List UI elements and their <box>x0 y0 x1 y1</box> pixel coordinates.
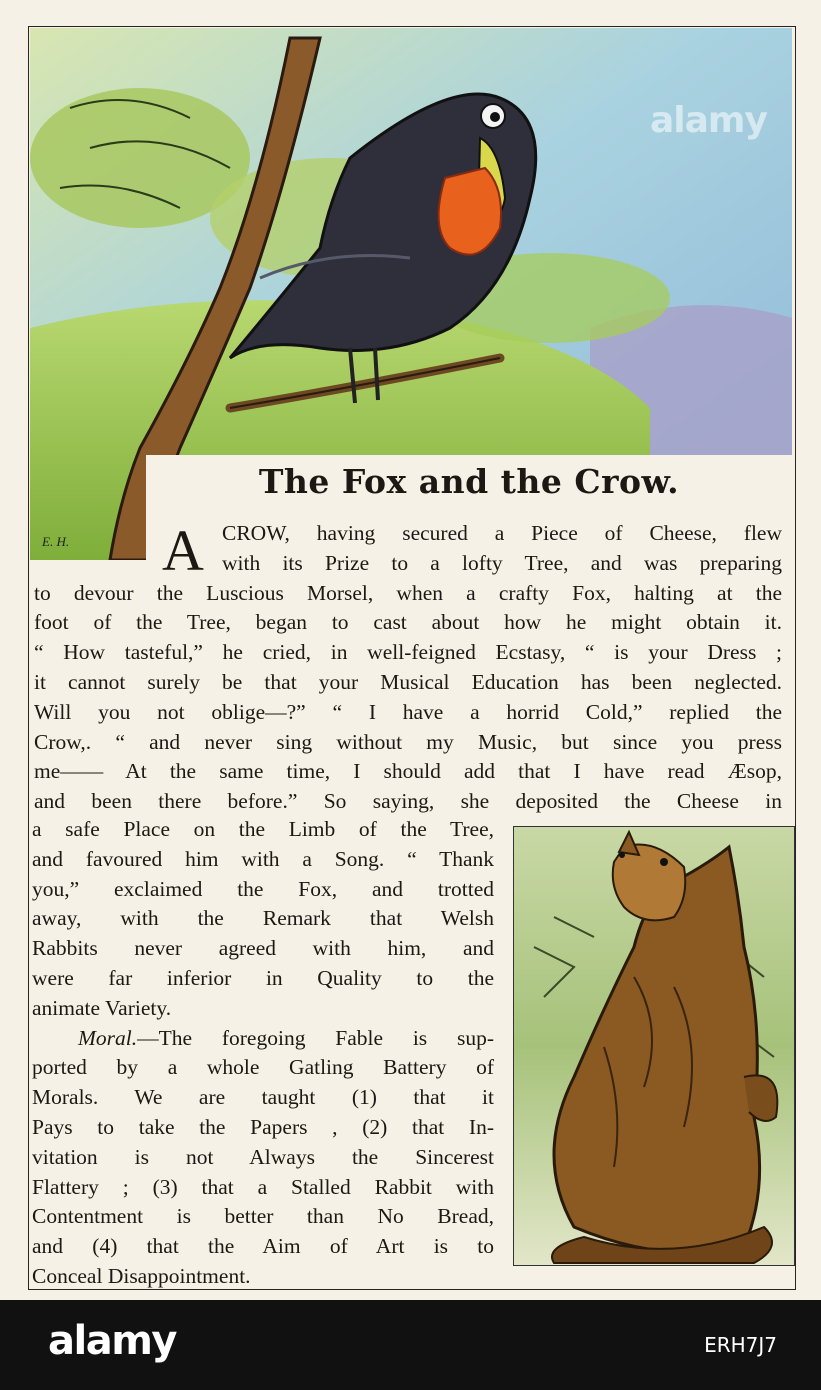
moral-line: Contentment is better than No Bread, <box>32 1204 494 1229</box>
moral-line: ported by a whole Gatling Battery of <box>32 1055 494 1080</box>
artist-signature: E. H. <box>42 534 70 549</box>
page-title: The Fox and the Crow. <box>258 462 680 501</box>
continuation-line: animate Variety. <box>32 995 172 1020</box>
moral-line: Morals. We are taught (1) that it <box>32 1085 494 1110</box>
watermark-text: alamy <box>650 100 767 141</box>
page-border <box>28 26 796 1290</box>
moral-line: Pays to take the Papers , (2) that In- <box>32 1114 494 1139</box>
moral-line: Conceal Disappointment. <box>32 1263 251 1288</box>
continuation-line: a safe Place on the Limb of the Tree, <box>32 817 494 841</box>
story-line: me—— At the same time, I should add that I have read Æsop, <box>34 759 782 784</box>
story-line: Will you not oblige—?” “ I have a horrid Cold,” replied the <box>34 699 782 724</box>
image-code: ERH7J7 <box>704 1333 777 1357</box>
continuation-line: Rabbits never agreed with him, and <box>32 936 494 961</box>
story-line: and been there before.” So saying, she deposited the Cheese in <box>34 789 782 814</box>
story-line: to devour the Luscious Morsel, when a crafty Fox, halting at the <box>34 580 782 605</box>
moral-line: vitation is not Always the Sincerest <box>32 1144 494 1169</box>
drop-cap: A <box>162 518 204 583</box>
story-line: Crow,. “ and never sing without my Music, but since you press <box>34 729 782 754</box>
story-line: it cannot surely be that your Musical Education has been neglected. <box>34 669 782 694</box>
moral-line: and (4) that the Aim of Art is to <box>32 1234 494 1259</box>
continuation-line: away, with the Remark that Welsh <box>32 906 494 931</box>
continuation-line: you,” exclaimed the Fox, and trotted <box>32 876 494 901</box>
continuation-line: and favoured him with a Song. “ Thank <box>32 846 494 871</box>
story-line: with its Prize to a lofty Tree, and was preparing <box>222 550 782 575</box>
moral-line: Flattery ; (3) that a Stalled Rabbit with <box>32 1174 494 1199</box>
stock-footer <box>0 1300 821 1390</box>
moral-label: Moral. <box>78 1025 138 1050</box>
footer-logo: alamy <box>48 1318 176 1364</box>
continuation-line: were far inferior in Quality to the <box>32 965 494 990</box>
story-line: foot of the Tree, began to cast about how he might obtain it. <box>34 610 782 635</box>
story-line: CROW, having secured a Piece of Cheese, flew <box>222 521 782 545</box>
story-line: “ How tasteful,” he cried, in well-feigned Ecstasy, “ is your Dress ; <box>34 640 782 665</box>
moral-first-text: —The foregoing Fable is sup- <box>137 1025 494 1050</box>
